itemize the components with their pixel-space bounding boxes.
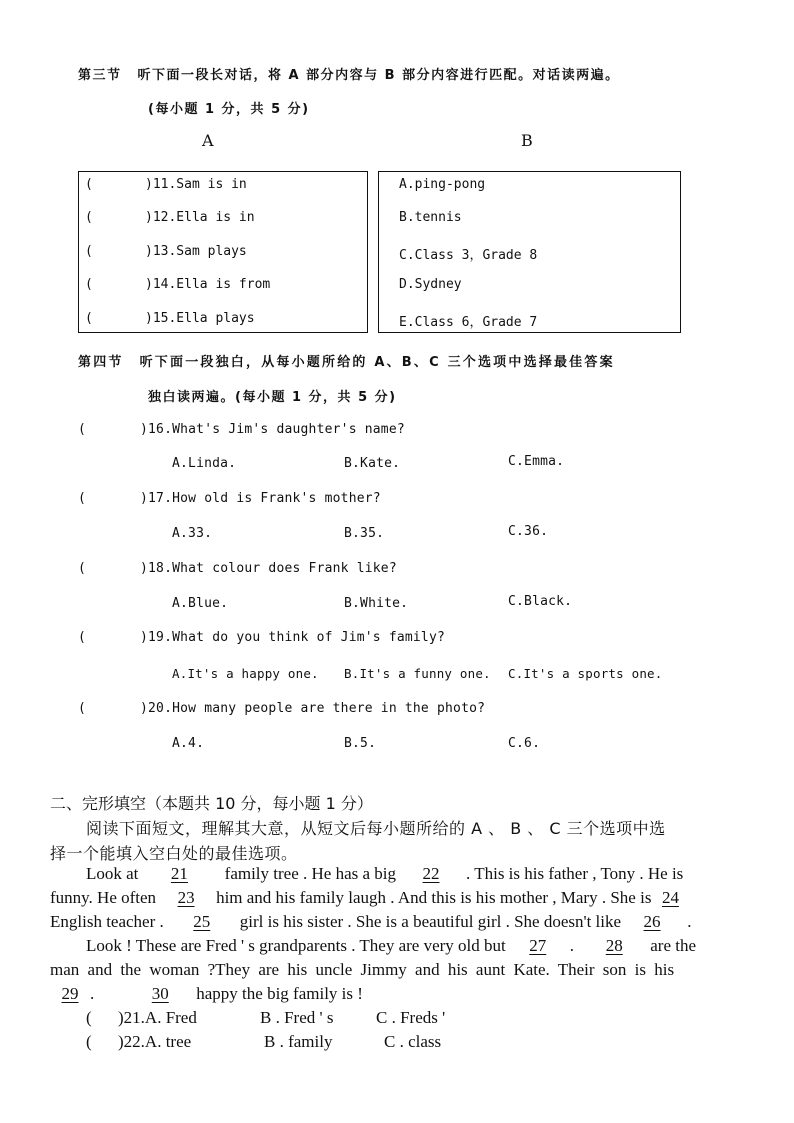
section3-heading: 第三节 听下面一段长对话，将 A 部分内容与 B 部分内容进行匹配。对话读两遍。: [78, 68, 620, 83]
blank-21: 21: [170, 864, 188, 883]
choice-c: C.36.: [508, 524, 549, 539]
matching-box-a: [78, 171, 368, 333]
option-a: A.ping-pong: [399, 177, 486, 192]
option-b: B.tennis: [399, 210, 462, 225]
choice-b: B.It's a funny one.: [344, 666, 491, 681]
question-16: ( )16.What's Jim's daughter's name?: [78, 422, 405, 437]
blank-27: 27: [529, 936, 547, 955]
choice-b: B.White.: [344, 596, 409, 611]
choice-b: B.35.: [344, 526, 385, 541]
answer-paren[interactable]: (: [85, 311, 93, 326]
column-a-label: A: [202, 131, 214, 150]
directions-line-1: 阅读下面短文，理解其大意，从短文后每小题所给的 A 、 B 、 C 三个选项中选: [86, 819, 666, 838]
section4-instruction: 听下面一段独白，从每小题所给的 A、B、C 三个选项中选择最佳答案: [139, 355, 615, 370]
answer-paren[interactable]: (: [86, 1008, 92, 1027]
passage-line-3: English teacher . 25 girl is his sister . She is a beautiful girl . She doesn't like 26 .: [50, 912, 692, 931]
blank-28: 28: [605, 936, 623, 955]
choice-b: B.5.: [344, 736, 377, 751]
blank-24: 24: [661, 888, 679, 907]
choice-c: C.Black.: [508, 594, 573, 609]
option-d: D.Sydney: [399, 277, 462, 292]
match-item-11: ( )11.Sam is in: [85, 177, 247, 192]
passage-line-6: 29 . 30 happy the big family is !: [50, 984, 363, 1004]
answer-paren[interactable]: (: [85, 244, 93, 259]
matching-box-b: [378, 171, 681, 333]
blank-30: 30: [151, 984, 169, 1003]
choice-c: C.Emma.: [508, 454, 565, 469]
blank-23: 23: [177, 888, 195, 907]
section3-score: (每小题 1 分，共 5 分): [148, 102, 310, 117]
match-item-14: ( )14.Ella is from: [85, 277, 271, 292]
choice-c: C.It's a sports one.: [508, 666, 663, 681]
answer-paren[interactable]: (: [78, 491, 87, 506]
directions-line-2: 择一个能填入空白处的最佳选项。: [50, 844, 298, 863]
column-b-label: B: [521, 131, 533, 150]
blank-22: 22: [422, 864, 440, 883]
option-e: E.Class 6，Grade 7: [399, 315, 538, 330]
answer-paren[interactable]: (: [78, 422, 87, 437]
passage-line-1: Look at 21 family tree . He has a big 22 . This is his father , Tony . He is: [86, 864, 684, 883]
choice-b: B.Kate.: [344, 456, 401, 471]
passage-line-4: Look ! These are Fred ' s grandparents . They are very old but 27 . 28 are the: [86, 936, 697, 955]
part2-title: 二、完形填空（本题共 10 分，每小题 1 分）: [50, 794, 373, 813]
blank-25: 25: [193, 912, 211, 931]
choice-a: A.Blue.: [172, 596, 229, 611]
blank-26: 26: [643, 912, 661, 931]
choice-a: A.4.: [172, 736, 205, 751]
section3-instruction: 听下面一段长对话，将 A 部分内容与 B 部分内容进行匹配。对话读两遍。: [137, 68, 620, 83]
passage-line-5: man and the woman ?They are his uncle Jimmy and his aunt Kate. Their son is his: [50, 960, 675, 979]
answer-paren[interactable]: (: [85, 177, 93, 192]
choice-a: A.It's a happy one.: [172, 666, 319, 681]
option-c: C.Class 3，Grade 8: [399, 248, 538, 263]
answer-paren[interactable]: (: [78, 701, 87, 716]
match-item-12: ( )12.Ella is in: [85, 210, 255, 225]
match-item-15: ( )15.Ella plays: [85, 311, 255, 326]
blank-29: 29: [61, 984, 79, 1003]
question-17: ( )17.How old is Frank's mother?: [78, 491, 381, 506]
passage-line-2: funny. He often 23 him and his family laugh . And this is his mother , Mary . She is 24: [50, 888, 689, 908]
question-19: ( )19.What do you think of Jim's family?: [78, 630, 446, 645]
section4-instruction-2: 独白读两遍。(每小题 1 分，共 5 分): [148, 390, 397, 405]
answer-paren[interactable]: (: [86, 1032, 92, 1051]
answer-paren[interactable]: (: [85, 210, 93, 225]
question-18: ( )18.What colour does Frank like?: [78, 561, 397, 576]
answer-paren[interactable]: (: [78, 561, 87, 576]
answer-paren[interactable]: (: [78, 630, 87, 645]
answer-paren[interactable]: (: [85, 277, 93, 292]
question-20: ( )20.How many people are there in the photo?: [78, 701, 486, 716]
cloze-option-21: ( )21.A. Fred B . Fred ' s C . Freds ': [86, 1008, 446, 1027]
choice-a: A.33.: [172, 526, 213, 541]
cloze-option-22: ( )22.A. tree B . family C . class: [86, 1032, 442, 1051]
section4-heading: 第四节 听下面一段独白，从每小题所给的 A、B、C 三个选项中选择最佳答案: [78, 355, 615, 370]
choice-a: A.Linda.: [172, 456, 237, 471]
choice-c: C.6.: [508, 736, 541, 751]
match-item-13: ( )13.Sam plays: [85, 244, 247, 259]
